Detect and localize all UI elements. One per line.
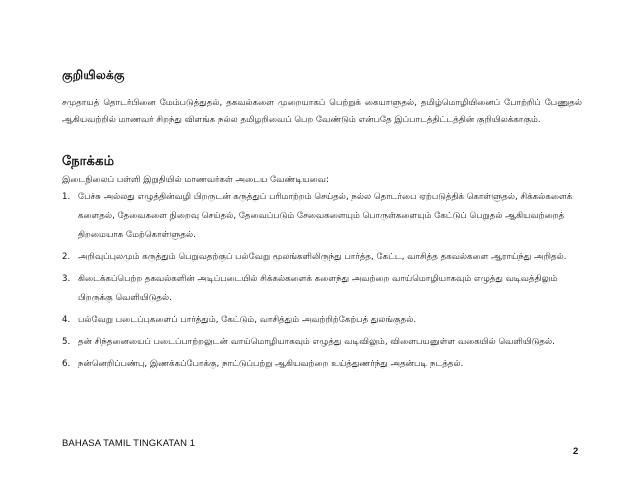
objective-text: தன் சிந்தனையைப் படைப்பாற்றலுடன் வாய்மொழியாகவும் எழுத்து வடிவிலும், விளைபயனுள்ள வகையில் வெளியிடுதல்.: [78, 337, 555, 347]
objective-text: பேச்சு அல்லது எழுத்தின்வழி பிறருடன் கருத்துப் பரிமாற்றம் செய்தல், நல்ல தொடர்பை ஏற்படுத்திக் கொள்ளுதல், சிக்கல்களைக் களைதல், தேவைகளை நிறைவு செய்தல், தேவைப்படும் சேவைகளையும் பொருள்களையும் கேட்டுப் பெறுதல் ஆகியவற்றைத் திறமையாக மேற்கொள்ளுதல்.: [78, 192, 573, 240]
objective-number: 5.: [62, 337, 71, 347]
objectives-heading: நோக்கம்: [62, 154, 115, 169]
objective-item: [62, 270, 592, 308]
objective-text: கிடைக்கப்பெற்ற தகவல்களின் அடிப்படையில் சிக்கல்களைக் களைந்து அவற்றை வாய்மொழியாகவும் எழுத்து வடிவத்திலும் பிறருக்கு வெளியிடுதல்.: [78, 274, 558, 303]
page-number: 2: [573, 446, 579, 457]
objectives-intro: இடைநிலைப் பள்ளி இறுதியில் மாணவர்கள் அடைய வேண்டியவை:: [62, 175, 329, 185]
objective-item: [62, 333, 592, 352]
footer-title: BAHASA TAMIL TINGKATAN 1: [62, 438, 196, 449]
objective-number: 2.: [62, 252, 71, 262]
objective-item: [62, 355, 592, 374]
objective-item: [62, 188, 592, 245]
objective-number: 6.: [62, 359, 71, 369]
objective-text: நன்னெறிப்பண்பு, இணக்கப்போக்கு, நாட்டுப்பற்று ஆகியவற்றை உய்த்துணர்ந்து அதன்படி நடத்தல்.: [78, 359, 464, 369]
aim-paragraph: சமுதாயத் தொடர்பினை மேம்படுத்துதல், தகவல்களை முறையாகப் பெற்றுக் கையாளுதல், தமிழ்மொழியினைப் போற்றிப் பேணுதல் ஆகியவற்றில் மாணவர் சிறந்து விளங்க நல்ல தமிழறிவைப் பெற வேண்டும் என்பதே இப்பாடத்திட்டத்தின் குறியிலக்காகும்.: [62, 98, 582, 125]
objective-number: 1.: [62, 192, 71, 202]
objective-text: பல்வேறு படைப்புகளைப் பார்த்தும், கேட்டும், வாசித்தும் அவற்றிற்கேற்பத் துலங்குதல்.: [78, 315, 417, 325]
aim-heading: குறியிலக்கு: [62, 68, 125, 82]
objective-text: அறிவுப்புலமும் கருத்தும் பெறுவதற்குப் பல்வேறு மூலங்களிலிருந்து பார்த்த, கேட்ட, வாசித்த தகவல்களை ஆராய்ந்து அறிதல்.: [78, 252, 567, 262]
objective-item: [62, 248, 592, 267]
objectives-list: [62, 188, 592, 377]
objective-item: [62, 311, 592, 330]
objective-number: 3.: [62, 274, 71, 284]
objective-number: 4.: [62, 315, 71, 325]
